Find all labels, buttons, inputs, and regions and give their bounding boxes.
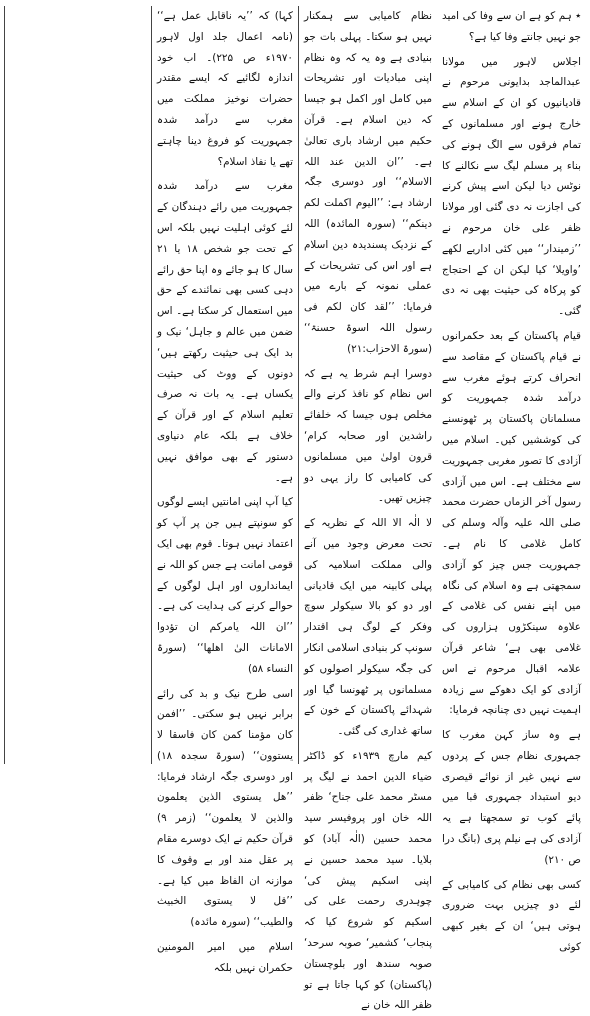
column-middle-left: [151, 6, 298, 974]
column-paragraph: دوسرا اہم شرط یہ ہے کہ اس نظام کو نافذ کرنے والے مخلص ہوں جیسا کہ خلفائے راشدین اور صحابہ کرام‘ قرون اولیٰ میں مسلمانوں کی کامیابی کا راز یہی دو چیزیں تھیں۔: [303, 367, 433, 505]
column-paragraph: مغرب سے درآمد شدہ جمہوریت میں رائے دہندگان کے لئے کوئی اہلیت نہیں بلکہ اس کے تحت جو شخص ۱۸ یا ۲۱ سال کا ہو جائے وہ اپنا حق رائے دہی کسی بھی نمائندے کے حق میں استعمال کر سکتا ہے۔ اس ضمن میں عالم و جاہل‘ نیک و بد ایک ہی حیثیت رکھتے ہیں‘ دونوں کے ووٹ کی حیثیت یکساں ہے۔ یہ بات نہ صرف تعلیم اسلام کے اور قرآن کے خلاف ہے بلکہ عام دنیاوی دستور کے بھی موافق نہیں ہے۔: [157, 180, 293, 484]
column-paragraph: کیم مارچ ۱۹۳۹ء کو ڈاکٹر ضیاء الدین احمد نے لیگ پر مسٹر محمد علی جناح‘ ظفر اللہ خان اور پروفیسر سید محمد حسین (الٰہ آباد) کو بلایا۔ سید محمد حسین نے اپنی اسکیم پیش کی‘ چوہدری رحمت علی کی اسکیم کو شروع کیا کہ پنجاب‘ کشمیر‘ صوبہ سرحد‘ صوبہ سندھ اور بلوچستان (پاکستان) کو کہا جاتا ہے تو ظفر اللہ خان نے: [303, 749, 433, 1012]
column-paragraph: کسی بھی نظام کی کامیابی کے لئے دو چیزیں بہت ضروری ہوتی ہیں‘ ان کے بغیر کبھی کوئی: [442, 878, 581, 954]
column-paragraph: اسلام میں امیر المومنین حکمران نہیں بلکہ: [157, 941, 293, 974]
column-paragraph: اجلاس لاہور میں مولانا عبدالماجد بدایونی مرحوم نے قادیانیوں کو ان کے اسلام سے خارج ہونے اور مسلمانوں کے تمام فرقوں سے الگ ہونے کی بناء پر مسلم لیگ سے نکالنے کا نوٹس دیا لیکن اسے پیش کرنے کی اجازت نہ دی گئی اور مولانا ظفر علی خان مرحوم نے ’’زمیندار‘‘ میں کئی اداریے لکھے ’واویلا‘ کیا لیکن ان کے احتجاج کو پرکاہ کی حیثیت بھی نہ دی گئی۔: [442, 55, 581, 318]
column-middle-right: [298, 6, 437, 1012]
column-paragraph: کہا) کہ ’’یہ ناقابل عمل ہے‘‘ (نامہ اعمال جلد اول لاہور ۱۹۷۰ء ص ۲۲۵)۔ اب خود اندازہ لگائیے کہ ایسے مقتدر حضرات نوخیز مملکت میں مغرب سے درآمد شدہ جمہوریت کو فروغ دینا چاہتے تھے یا نفاذ اسلام؟: [157, 10, 293, 168]
column-paragraph: ٭ ہم کو ہے ان سے وفا کی امید جو نہیں جانتے وفا کیا ہے؟: [442, 10, 581, 43]
column-paragraph: ہے وہ ساز کہن مغرب کا جمہوری نظام جس کے پردوں سے نہیں غیر از نوائے قیصری دیو استبداد جمہوری قبا میں پائے کوب تو سمجھتا ہے یہ آزادی کی ہے نیلم پری (بانگ درا ص ۲۱۰): [442, 729, 581, 866]
column-paragraph: کیا آپ اپنی امانتیں ایسے لوگوں کو سونپتے ہیں جن پر آپ کو اعتماد نہیں ہوتا۔ قوم بھی ایک قومی امانت ہے جس کو اللہ نے ایمانداروں اور اہل لوگوں کے حوالے کرنے کی ہدایت کی ہے۔ ’’ان اللہ یامرکم ان تؤدوا الامانات الیٰ اھلھا‘‘ (سورۃ النساء ۵۸): [157, 496, 293, 675]
column-paragraph: لا الٰہ الا اللہ کے نظریہ کے تحت معرض وجود میں آنے والی مملکت اسلامیہ کی پہلی کابینہ میں ایک قادیانی اور دو کو بالا سیکولر سوچ وفکر کے لوگ ہی اقتدار سونپ کر بنیادی اسلامی انکار کی جگہ سیکولر اصولوں کو مسلمانوں پر ٹھونسا گیا اور شہدائے پاکستان کے خون کے ساتھ غداری کی گئی۔: [303, 517, 433, 738]
column-paragraph: نظام کامیابی سے ہمکنار نہیں ہو سکتا۔ پہلی بات جو بنیادی ہے وہ یہ کہ وہ نظام اپنی مبادیات اور تشریحات میں کامل اور اکمل ہو جیسا کہ دین اسلام ہے۔ قرآن حکیم میں ارشاد باری تعالیٰ ہے۔ ’’ان الدین عند اللہ الاسلام‘‘ اور دوسری جگہ ارشاد ہے: ’’الیوم اکملت لکم دینکم‘‘ (سورہ المائدہ) اللہ کے نزدیک پسندیدہ دین اسلام ہے اور اس کی تشریحات کے عملی نمونہ کے بارے میں فرمایا: ’’لقد کان لکم فی رسول اللہ اسوۃ حسنۃ‘‘ (سورۃ الاحزاب:۲۱): [303, 10, 433, 355]
column-paragraph: اسی طرح نیک و بد کی رائے برابر نہیں ہو سکتی۔ ’’افمن کان مؤمنا کمن کان فاسقا لا یستوون‘‘ (سورۃ سجدہ ۱۸) اور دوسری جگہ ارشاد فرمایا: ’’ھل یستوی الذین یعلمون والذین لا یعلمون‘‘ (زمر ۹) قرآن حکیم نے ایک دوسرے مقام پر عقل مند اور بے وقوف کا موازنہ ان الفاظ میں کیا ہے۔ ’’قل لا یستوی الخبیث والطیب‘‘ (سورہ مائدہ): [157, 687, 293, 929]
column-left: [4, 6, 151, 764]
column-right: [437, 6, 586, 954]
column-paragraph: قیام پاکستان کے بعد حکمرانوں نے قیام پاکستان کے مقاصد سے انحراف کرتے ہوئے مغرب سے درآمد شدہ جمہوریت کو مسلمانان پاکستان پر ٹھونسنے کی کوششیں کیں۔ اسلام میں آزادی کا تصور مغربی جمہوریت سے مختلف ہے۔ اس میں آزادی رسول آخر الزماں حضرت محمد صلی اللہ علیہ وآلہ وسلم کی کامل غلامی کا نام ہے۔ جمہوریت جس چیز کو آزادی سمجھتی ہے وہ اسلام کی نگاہ میں اپنے نفس کی غلامی کے علاوہ سینکڑوں ہزاروں کی غلامی بھی ہے‘ شاعر قرآن علامہ اقبال مرحوم نے اس آزادی کو ایک دھوکے سے زیادہ اہمیت نہیں دی چنانچہ فرمایا:: [442, 329, 581, 717]
